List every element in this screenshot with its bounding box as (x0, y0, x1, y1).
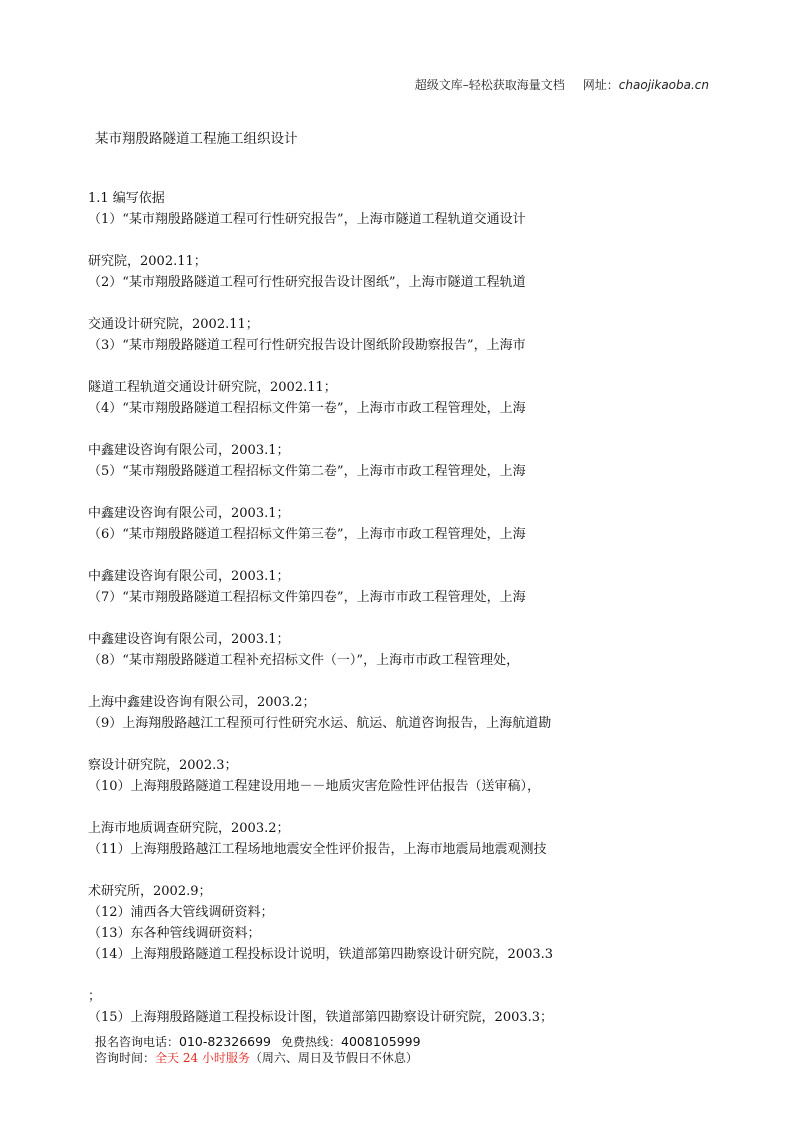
reference-line: 术研究所，2002.9； (88, 884, 212, 899)
reference-line: （8）“某市翔殷路隧道工程补充招标文件（一）”，上海市市政工程管理处， (88, 653, 520, 668)
footer-phone[interactable]: 010-82326699 (179, 1034, 272, 1049)
reference-line: 中鑫建设咨询有限公司，2003.1； (88, 506, 290, 521)
reference-line: 中鑫建设咨询有限公司，2003.1； (88, 569, 290, 584)
reference-line: 上海市地质调查研究院，2003.2； (88, 821, 290, 836)
reference-line: 交通设计研究院，2002.11； (88, 317, 259, 332)
page-header (415, 76, 709, 93)
reference-line: （15）上海翔殷路隧道工程投标设计图，铁道部第四勘察设计研究院，2003.3； (88, 1010, 554, 1025)
reference-line: （13）东各种管线调研资料； (88, 926, 261, 941)
reference-line: （12）浦西各大管线调研资料； (88, 905, 274, 920)
page-footer (95, 1034, 421, 1066)
reference-line: 研究院，2002.11； (88, 254, 207, 269)
footer-hotline[interactable]: 4008105999 (341, 1034, 421, 1049)
reference-line: 隧道工程轨道交通设计研究院，2002.11； (88, 380, 337, 395)
footer-contact-row (95, 1034, 421, 1050)
footer-phone-label: 报名咨询电话： (95, 1035, 180, 1049)
reference-line: （5）“某市翔殷路隧道工程招标文件第二卷”，上海市市政工程管理处，上海 (88, 464, 526, 479)
reference-line: （1）“某市翔殷路隧道工程可行性研究报告”，上海市隧道工程轨道交通设计 (88, 212, 526, 227)
header-site-url[interactable]: chaojikaoba.cn (618, 78, 709, 92)
footer-hours-label: 咨询时间： (95, 1051, 156, 1065)
document-title: 某市翔殷路隧道工程施工组织设计 (95, 131, 298, 147)
reference-line: （7）“某市翔殷路隧道工程招标文件第四卷”，上海市市政工程管理处，上海 (88, 590, 526, 605)
header-site-label: 网址： (582, 78, 619, 92)
footer-hotline-label: 免费热线： (281, 1035, 342, 1049)
reference-line: （14）上海翔殷路隧道工程投标设计说明，铁道部第四勘察设计研究院，2003.3 (88, 947, 554, 962)
reference-line: （4）“某市翔殷路隧道工程招标文件第一卷”，上海市市政工程管理处，上海 (88, 401, 526, 416)
reference-line: 上海中鑫建设咨询有限公司，2003.2； (88, 695, 316, 710)
footer-hours-note: （周六、周日及节假日不休息） (249, 1051, 418, 1065)
header-brand: 超级文库–轻松获取海量文档 (414, 78, 565, 92)
reference-line: 察设计研究院，2002.3； (88, 758, 238, 773)
reference-line: （10）上海翔殷路隧道工程建设用地－－地质灾害危险性评估报告（送审稿）， (88, 779, 541, 794)
reference-line: （3）“某市翔殷路隧道工程可行性研究报告设计图纸阶段勘察报告”，上海市 (88, 338, 526, 353)
reference-line: 中鑫建设咨询有限公司，2003.1； (88, 632, 290, 647)
reference-line: （6）“某市翔殷路隧道工程招标文件第三卷”，上海市市政工程管理处，上海 (88, 527, 526, 542)
footer-hours-highlight: 全天 24 小时服务 (155, 1051, 250, 1065)
reference-line: （9）上海翔殷路越江工程预可行性研究水运、航运、航道咨询报告，上海航道勘 (88, 716, 552, 731)
section-heading: 1.1 编写依据 (88, 191, 165, 206)
reference-line: ； (88, 989, 102, 1004)
reference-line: 中鑫建设咨询有限公司，2003.1； (88, 443, 290, 458)
reference-line: （2）“某市翔殷路隧道工程可行性研究报告设计图纸”，上海市隧道工程轨道 (88, 275, 526, 290)
reference-line: （11）上海翔殷路越江工程场地地震安全性评价报告，上海市地震局地震观测技 (88, 842, 547, 857)
footer-hours-row (95, 1050, 421, 1066)
